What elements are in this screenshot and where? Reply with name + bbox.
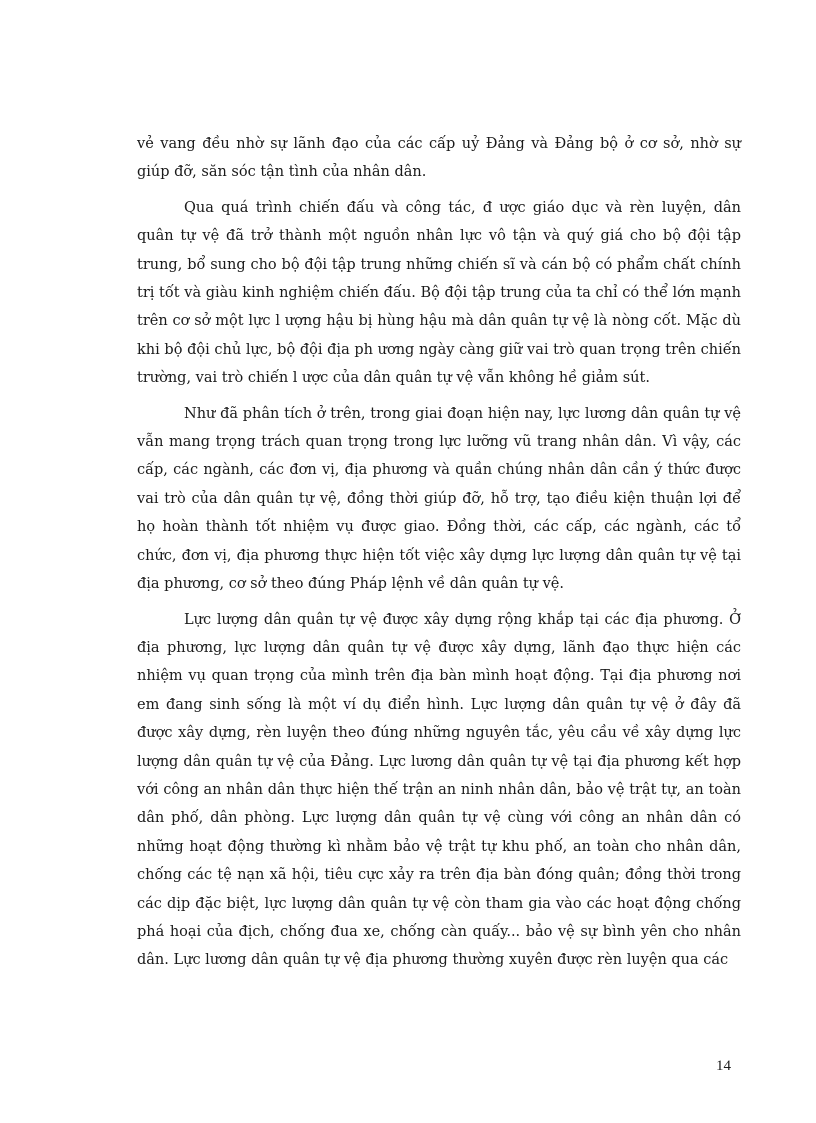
page-number: 14 (716, 1058, 731, 1074)
paragraph-1: vẻ vang đều nhờ sự lãnh đạo của các cấp uỷ Đảng và Đảng bộ ở cơ sở, nhờ sự giúp đỡ, săn sóc tận tình của nhân dân. (137, 136, 741, 181)
paragraph-3: Như đã phân tích ở trên, trong giai đoạn hiện nay, lực lương dân quân tự vệ vẫn mang trọng trách quan trọng trong lực lưỡng vũ trang nhân dân. Vì vậy, các cấp, các ngành, các đơn vị, địa phương và quần chúng nhân dân cần ý thức được vai trò của dân quân tự vệ, đồng thời giúp đỡ, hỗ trợ, tạo điều kiện thuận lợi để họ hoàn thành tốt nhiệm vụ được giao. Đồng thời, các cấp, các ngành, các tổ chức, đơn vị, địa phương thực hiện tốt việc xây dựng lực lượng dân quân tự vệ tại địa phương, cơ sở theo đúng Pháp lệnh về dân quân tự vệ. (137, 405, 741, 593)
body-text (137, 130, 741, 982)
paragraph-4: Lực lượng dân quân tự vệ được xây dựng rộng khắp tại các địa phương. Ở địa phương, lực lượng dân quân tự vệ được xây dựng, lãnh đạo thực hiện các nhiệm vụ quan trọng của mình trên địa bàn mình hoạt động. Tại địa phương nơi em đang sinh sống là một ví dụ điển hình. Lực lượng dân quân tự vệ ở đây đã được xây dựng, rèn luyện theo đúng những nguyên tắc, yêu cầu về xây dựng lực lượng dân quân tự vệ của Đảng. Lực lương dân quân tự vệ tại địa phương kết hợp với công an nhân dân thực hiện thế trận an ninh nhân dân, bảo vệ trật tự, an toàn dân phố, dân phòng. Lực lượng dân quân tự vệ cùng với công an nhân dân có những hoạt động thường kì nhằm bảo vệ trật tự khu phố, an toàn cho nhân dân, chống các tệ nạn xã hội, tiêu cực xảy ra trên địa bàn đóng quân; đồng thời trong các dịp đặc biệt, lực lượng dân quân tự vệ còn tham gia vào các hoạt động chống phá hoại của địch, chống đua xe, chống càn quấy... bảo vệ sự bình yên cho nhân dân. Lực lương dân quân tự vệ địa phương thường xuyên được rèn luyện qua các (137, 611, 741, 969)
paragraph-2: Qua quá trình chiến đấu và công tác, đ ược giáo dục và rèn luyện, dân quân tự vệ đã trở thành một nguồn nhân lực vô tận và quý giá cho bộ đội tập trung, bổ sung cho bộ đội tập trung những chiến sĩ và cán bộ có phẩm chất chính trị tốt và giàu kinh nghiệm chiến đấu. Bộ đội tập trung của ta chỉ có thể lớn mạnh trên cơ sở một lực l ượng hậu bị hùng hậu mà dân quân tự vệ là nòng cốt. Mặc dù khi bộ đội chủ lực, bộ đội địa ph ương ngày càng giữ vai trò quan trọng trên chiến trường, vai trò chiến l ược của dân quân tự vệ vẫn không hề giảm sút. (137, 199, 741, 387)
